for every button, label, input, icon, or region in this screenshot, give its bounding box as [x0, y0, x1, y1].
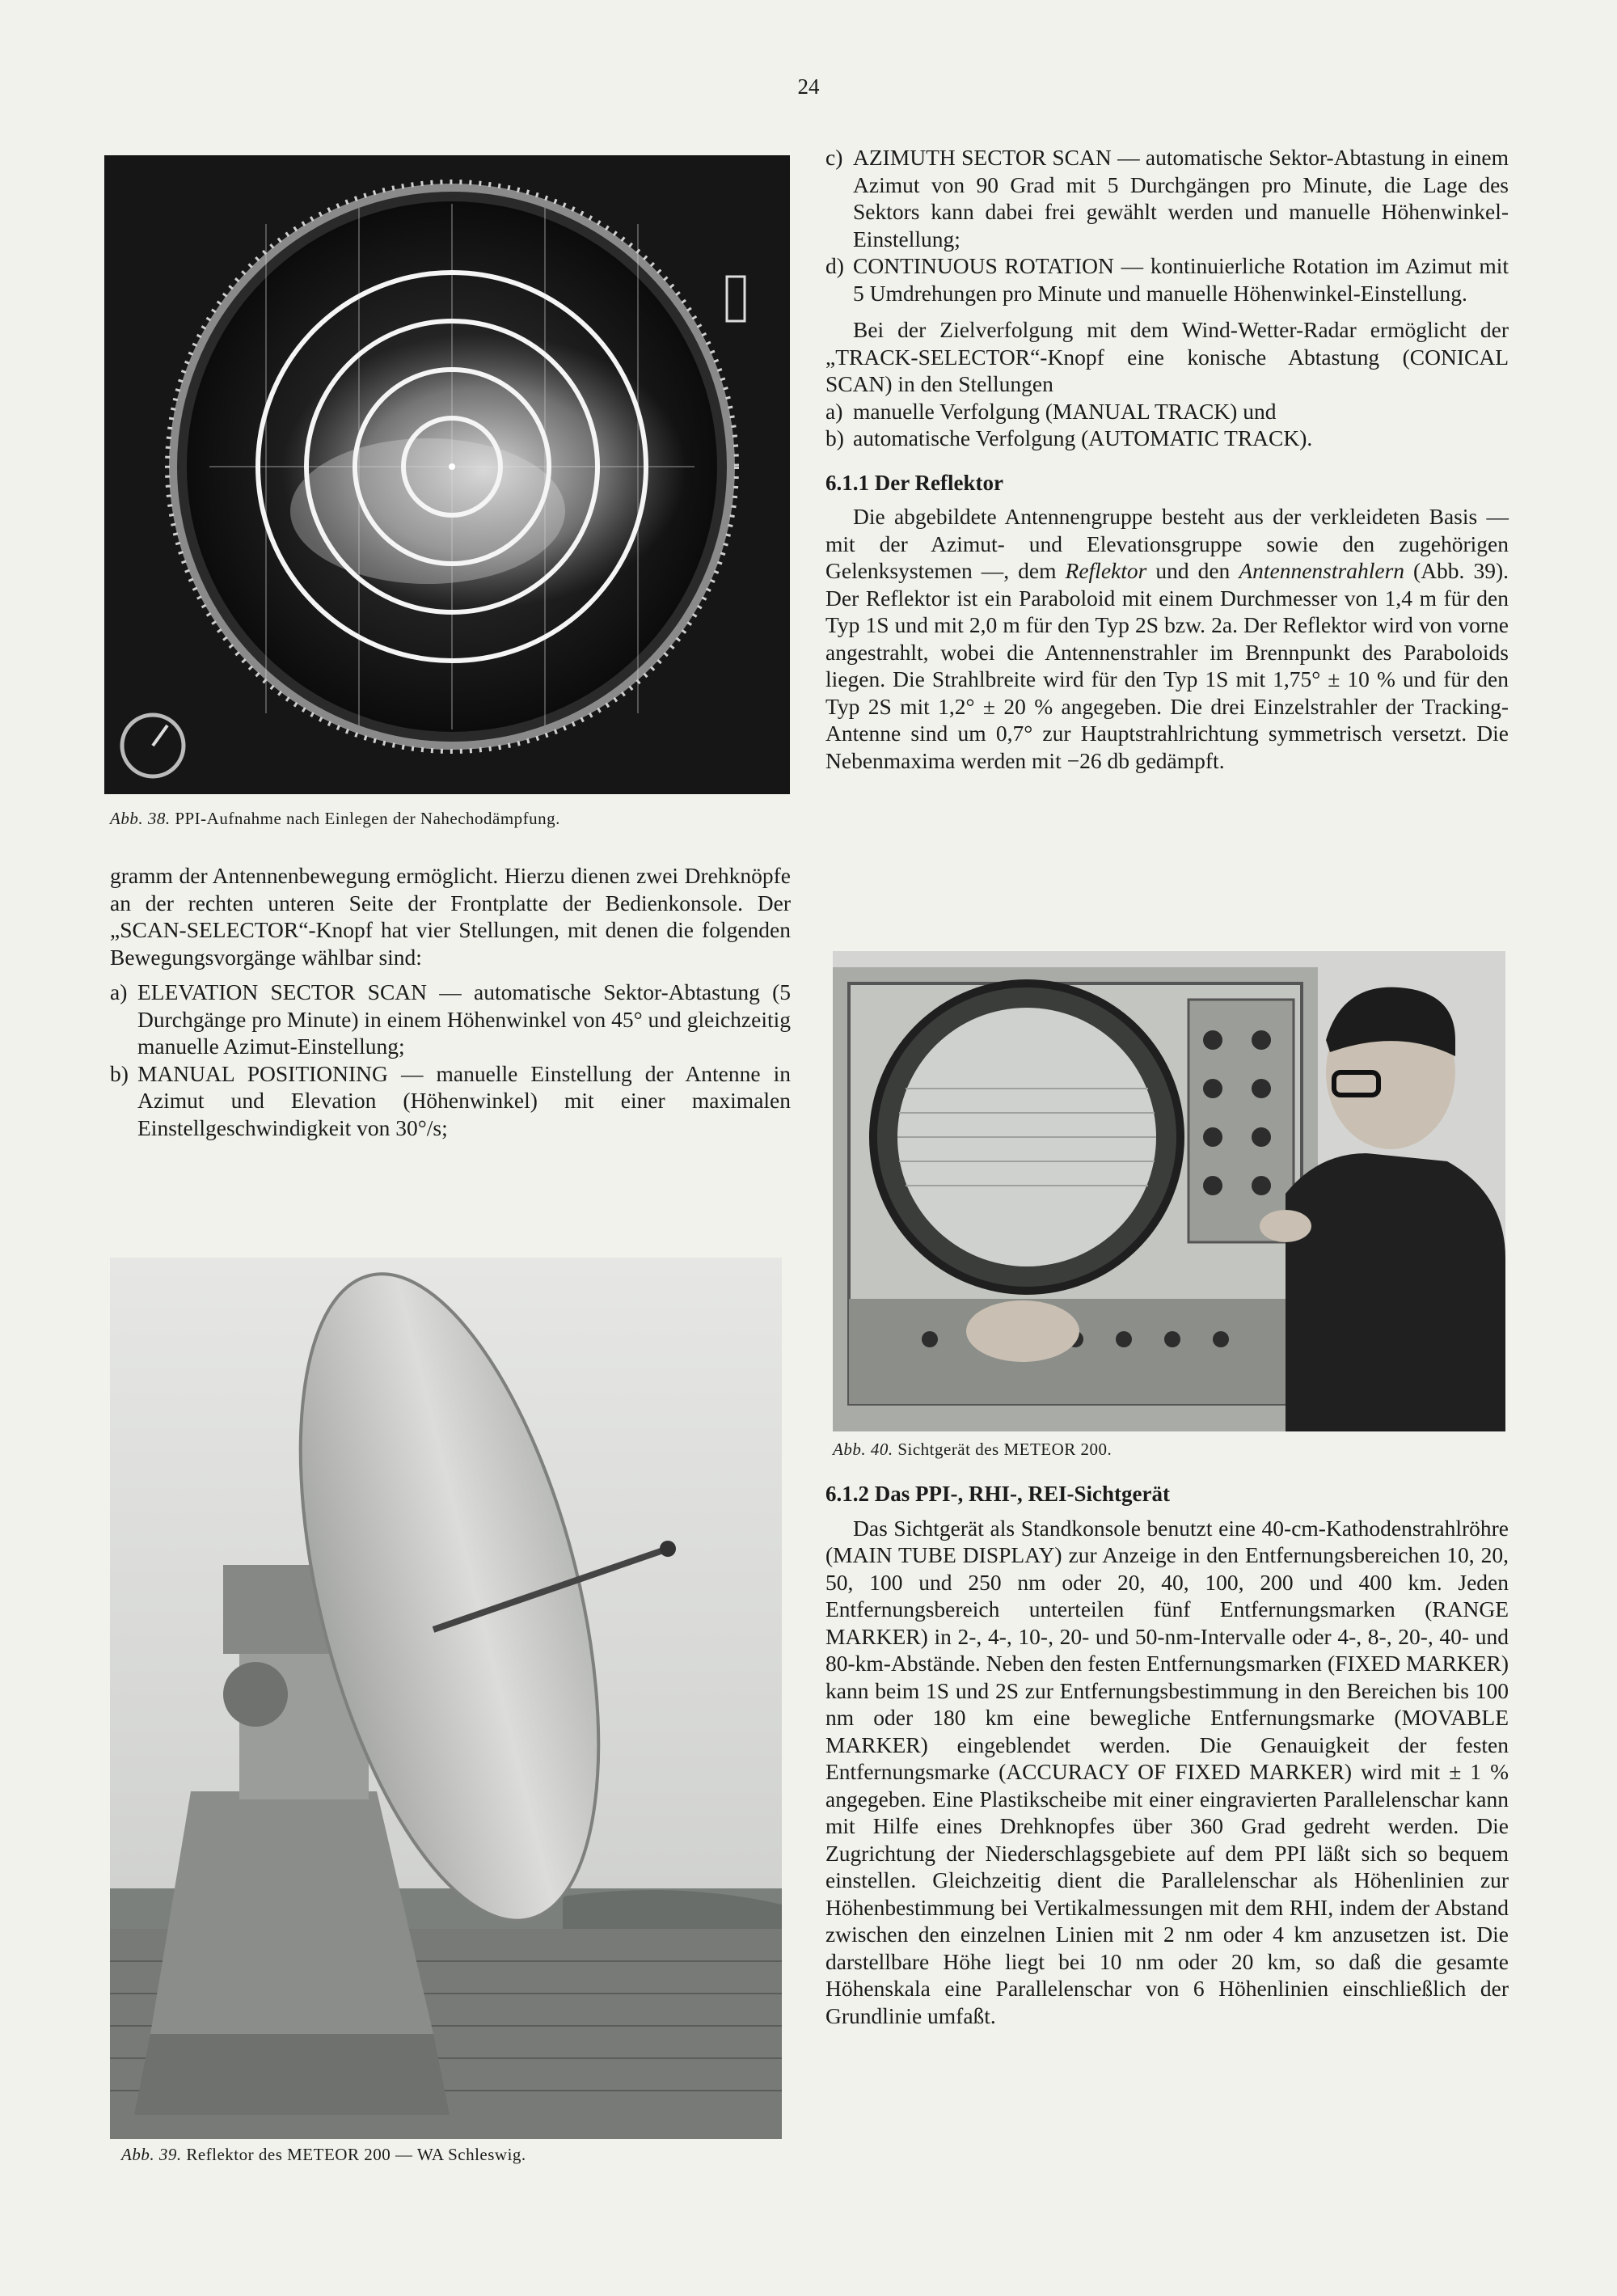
list-item-label: b) — [110, 1060, 129, 1086]
right-column-text-top — [825, 144, 1509, 774]
display-console-photo — [833, 951, 1505, 1431]
list-item-text: manuelle Verfolgung (MANUAL TRACK) und — [853, 398, 1277, 424]
figure-39-label: Abb. 39. — [121, 2145, 182, 2164]
figure-39-caption — [121, 2145, 526, 2165]
track-selector-list — [825, 398, 1509, 452]
section-heading-reflektor: 6.1.1 Der Reflektor — [825, 470, 1003, 495]
list-item — [825, 252, 1509, 307]
list-item — [825, 398, 1509, 425]
left-intro-paragraph: gramm der Antennenbewegung ermöglicht. Hierzu dienen zwei Drehknöpfe an der rechten unteren Seite der Frontplatte der Bedienkonsole. Der „SCAN-SELECTOR“-Knopf hat vier Stellungen, mit denen die folgenden Bewegungsvorgänge wählbar sind: — [110, 863, 791, 970]
list-item-label: b) — [825, 425, 844, 450]
list-item-text: automatische Verfolgung (AUTOMATIC TRACK). — [853, 425, 1313, 450]
sichtgeraet-paragraph: Das Sichtgerät als Standkonsole benutzt eine 40-cm-Kathodenstrahlröhre (MAIN TUBE DISPLAY) zur Anzeige in den Entfernungsbereichen 10, 20, 50, 100 und 250 nm oder 20, 40, 100, 200 und 400 km. Jeden Entfernungsbereich unterteilen fünf Entfernungsmarken (RANGE MARKER) in 2-, 4-, 10-, 20- und 50-nm-Intervalle oder 4-, 8-, 20-, 40- und 80-km-Abstände. Neben den festen Entfernungsmarken (FIXED MARKER) kann beim 1S und 2S zur Entfernungsbestimmung in den Bereichen bis 100 nm oder 180 km eine bewegliche Entfernungsmarke (MOVABLE MARKER) eingeblendet werden. Die Genauigkeit der festen Entfernungsmarke (ACCURACY OF FIXED MARKER) wird mit ± 1 % angegeben. Eine Plastikscheibe mit einer eingravierten Parallelenschar kann mit Hilfe eines Drehknopfes über 360 Grad gedreht werden. Die Zugrichtung der Niederschlagsgebiete auf dem PPI läßt sich so bequem einstellen. Gleichzeitig dient die Parallelenschar als Höhenlinien zur Höhenbestimmung bei Vertikalmessungen mit dem RHI, indem der Abstand zwischen den einzelnen Linien mit 2 nm oder 4 km anzusetzen ist. Die darstellbare Höhe liegt bei 10 nm oder 20 km, so daß die gesamte Höhenskala eine Parallelenschar von 6 Höhenlinien einschließlich der Grundlinie umfaßt. — [825, 1515, 1509, 2028]
right-column-text-bottom — [825, 1481, 1509, 2029]
figure-40-text: Sichtgerät des METEOR 200. — [897, 1440, 1112, 1459]
list-item-label: d) — [825, 253, 844, 278]
reflector-photo — [110, 1258, 782, 2139]
list-item-text: MANUAL POSITIONING — manuelle Einstellung der Antenne in Azimut und Elevation (Höhenwinkel) mit einer maximalen Einstellgeschwindigkeit von 30°/s; — [137, 1060, 791, 1140]
scan-selector-list-continued — [825, 144, 1509, 307]
list-item-label: a) — [825, 398, 843, 424]
figure-40-label: Abb. 40. — [833, 1440, 893, 1459]
list-item — [825, 425, 1509, 452]
reflektor-text-mid: und den — [1146, 558, 1239, 583]
list-item-text: CONTINUOUS ROTATION — kontinuierliche Rotation im Azimut mit 5 Umdrehungen pro Minute und manuelle Höhenwinkel-Einstellung. — [853, 253, 1509, 306]
list-item-text: ELEVATION SECTOR SCAN — automatische Sektor-Abtastung (5 Durchgänge pro Minute) in einem Höhenwinkel von 45° und gleichzeitig manuelle Azimut-Einstellung; — [137, 979, 791, 1059]
list-item-text: AZIMUTH SECTOR SCAN — automatische Sektor-Abtastung in einem Azimut von 90 Grad mit 5 Durchgängen pro Minute, die Lage des Sektors kann dabei frei gewählt werden und manuelle Höhenwinkel-Einstellung; — [853, 145, 1509, 252]
figure-38-text: PPI-Aufnahme nach Einlegen der Nahechodämpfung. — [175, 809, 560, 828]
reflektor-term: Reflektor — [1065, 558, 1147, 583]
list-item — [825, 144, 1509, 252]
reflektor-text-end: (Abb. 39). Der Reflektor ist ein Paraboloid mit einem Durchmesser von 1,4 m für den Typ 1S und mit 2,0 m für den Typ 2S bzw. 2a. Der Reflektor wird von vorne angestrahlt, wobei die Antennenstrahler im Brennpunkt des Paraboloids liegen. Die Strahlbreite wird für den Typ 1S mit 1,75° ± 10 % und für den Typ 2S mit 1,2° ± 20 % angegeben. Die drei Einzelstrahler der Tracking-Antenne sind um 0,7° zur Hauptstrahlrichtung symmetrisch versetzt. Die Nebenmaxima werden mit −26 db gedämpft. — [825, 558, 1509, 773]
figure-40-caption — [833, 1440, 1112, 1460]
list-item-label: c) — [825, 145, 843, 170]
antennenstrahler-term: Antennenstrahlern — [1239, 558, 1405, 583]
tracking-paragraph: Bei der Zielverfolgung mit dem Wind-Wetter-Radar ermöglicht der „TRACK-SELECTOR“-Knopf eine konische Abtastung (CONICAL SCAN) in den Stellungen — [825, 317, 1509, 396]
reflektor-text-start: Die abgebildete Antennengruppe besteht aus der verkleideten Basis — mit der Azimut- und Elevationsgruppe sowie den zugehörigen Gelenksystemen —, dem — [825, 504, 1509, 583]
scan-selector-list — [110, 979, 791, 1141]
list-item — [110, 1060, 791, 1142]
reflektor-paragraph — [825, 503, 1509, 774]
figure-38-label: Abb. 38. — [110, 809, 171, 828]
figure-39-text: Reflektor des METEOR 200 — WA Schleswig. — [186, 2145, 526, 2164]
list-item-label: a) — [110, 979, 128, 1004]
ppi-radar-image — [104, 155, 790, 794]
reflector-image — [110, 1258, 782, 2139]
page-number: 24 — [797, 74, 820, 99]
left-column-text — [110, 862, 791, 1141]
ppi-radar-photo — [104, 155, 790, 794]
section-heading-sichtgeraet: 6.1.2 Das PPI-, RHI-, REI-Sichtgerät — [825, 1482, 1170, 1506]
display-console-image — [833, 951, 1505, 1431]
figure-38-caption — [110, 809, 560, 829]
list-item — [110, 979, 791, 1060]
